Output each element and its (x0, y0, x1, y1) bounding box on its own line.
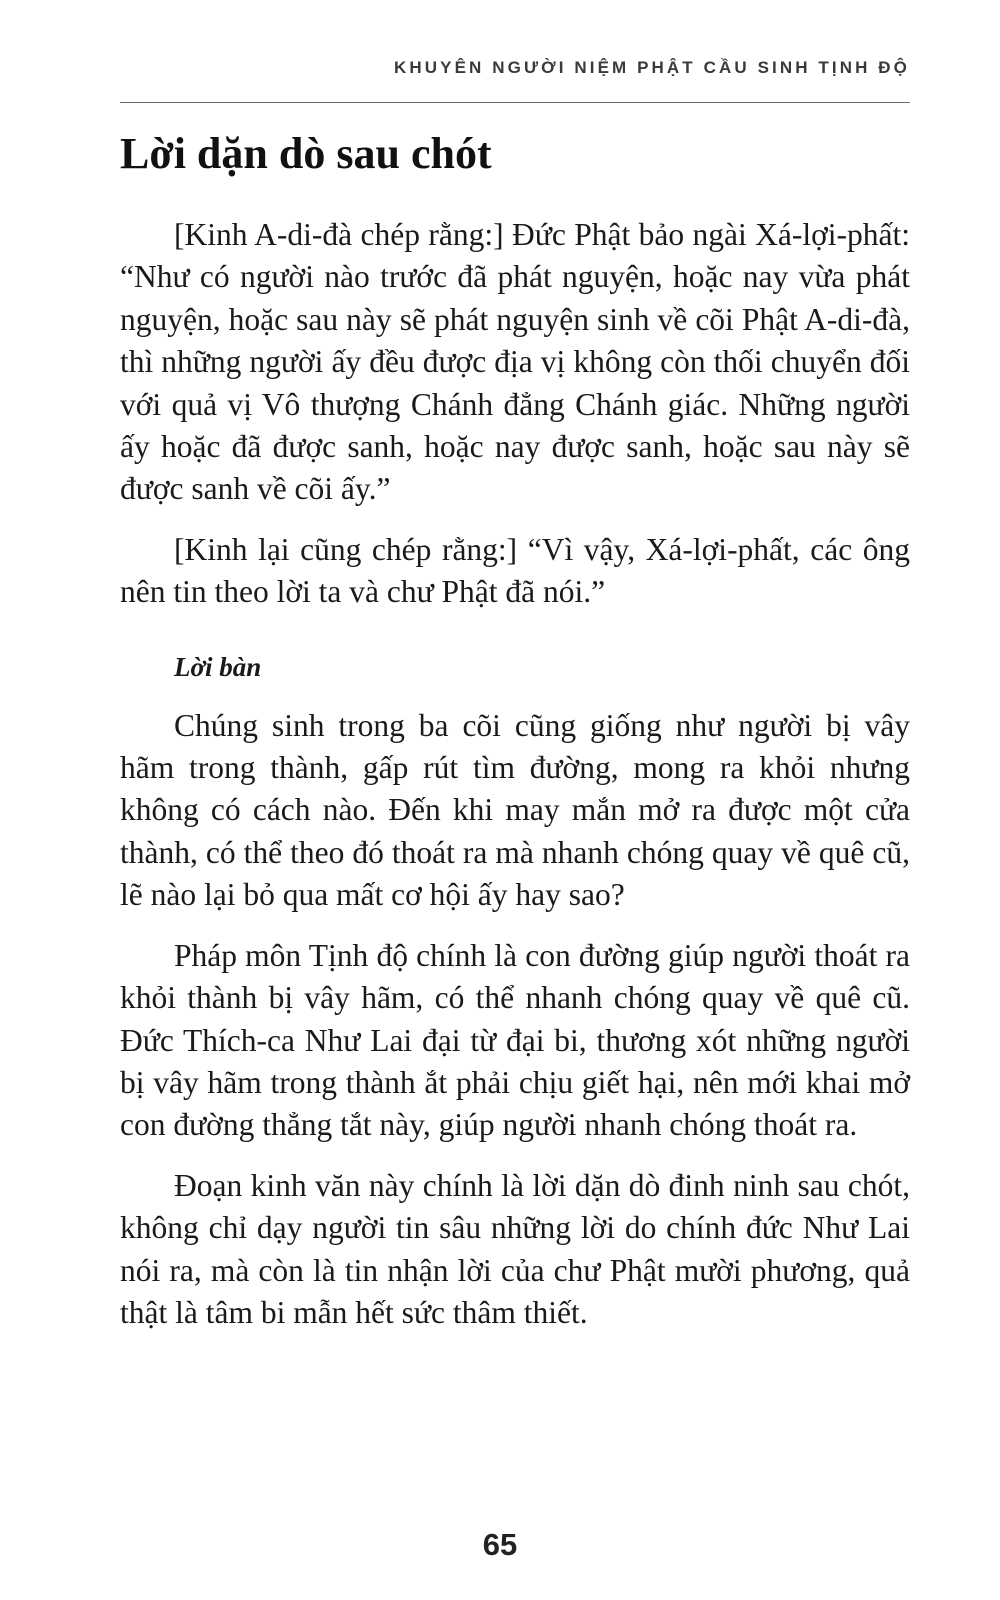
page-number: 65 (482, 1527, 518, 1562)
commentary-paragraph-2: Pháp môn Tịnh độ chính là con đường giúp người thoát ra khỏi thành bị vây hãm, có thể nhanh chóng quay về quê cũ. Đức Thích-ca Như Lai đại từ đại bi, thương xót những người bị vây hãm trong thành ắt phải chịu giết hại, nên mới khai mở con đường thẳng tắt này, giúp người nhanh chóng thoát ra. (120, 937, 910, 1143)
scripture-paragraph-1: [Kinh A-di-đà chép rằng:] Đức Phật bảo ngài Xá-lợi-phất: “Như có người nào trước đã phát nguyện, hoặc nay vừa phát nguyện, hoặc sau này sẽ phát nguyện sinh về cõi Phật A-di-đà, thì những người ấy đều được địa vị không còn thối chuyển đối với quả vị Vô thượng Chánh đẳng Chánh giác. Những người ấy hoặc đã được sanh, hoặc nay được sanh, hoặc sau này sẽ được sanh về cõi ấy.” (120, 217, 910, 507)
commentary-paragraph-3: Đoạn kinh văn này chính là lời dặn dò đinh ninh sau chót, không chỉ dạy người tin sâu những lời do chính đức Như Lai nói ra, mà còn là tin nhận lời của chư Phật mười phương, quả thật là tâm bi mẫn hết sức thâm thiết. (120, 1167, 910, 1330)
scripture-paragraph-2: [Kinh lại cũng chép rằng:] “Vì vậy, Xá-lợi-phất, các ông nên tin theo lời ta và chư Phật đã nói.” (120, 531, 910, 610)
running-header: KHUYÊN NGƯỜI NIỆM PHẬT CẦU SINH TỊNH ĐỘ (394, 58, 910, 77)
commentary-paragraph-1: Chúng sinh trong ba cõi cũng giống như người bị vây hãm trong thành, gấp rút tìm đường, mong ra khỏi nhưng không có cách nào. Đến khi may mắn mở ra được một cửa thành, có thể theo đó thoát ra mà nhanh chóng quay về quê cũ, lẽ nào lại bỏ qua mất cơ hội ấy hay sao? (120, 707, 910, 913)
header-divider (120, 102, 910, 103)
commentary-heading: Lời bàn (174, 651, 262, 682)
body-text (120, 214, 910, 1352)
section-title: Lời dặn dò sau chót (120, 129, 492, 178)
